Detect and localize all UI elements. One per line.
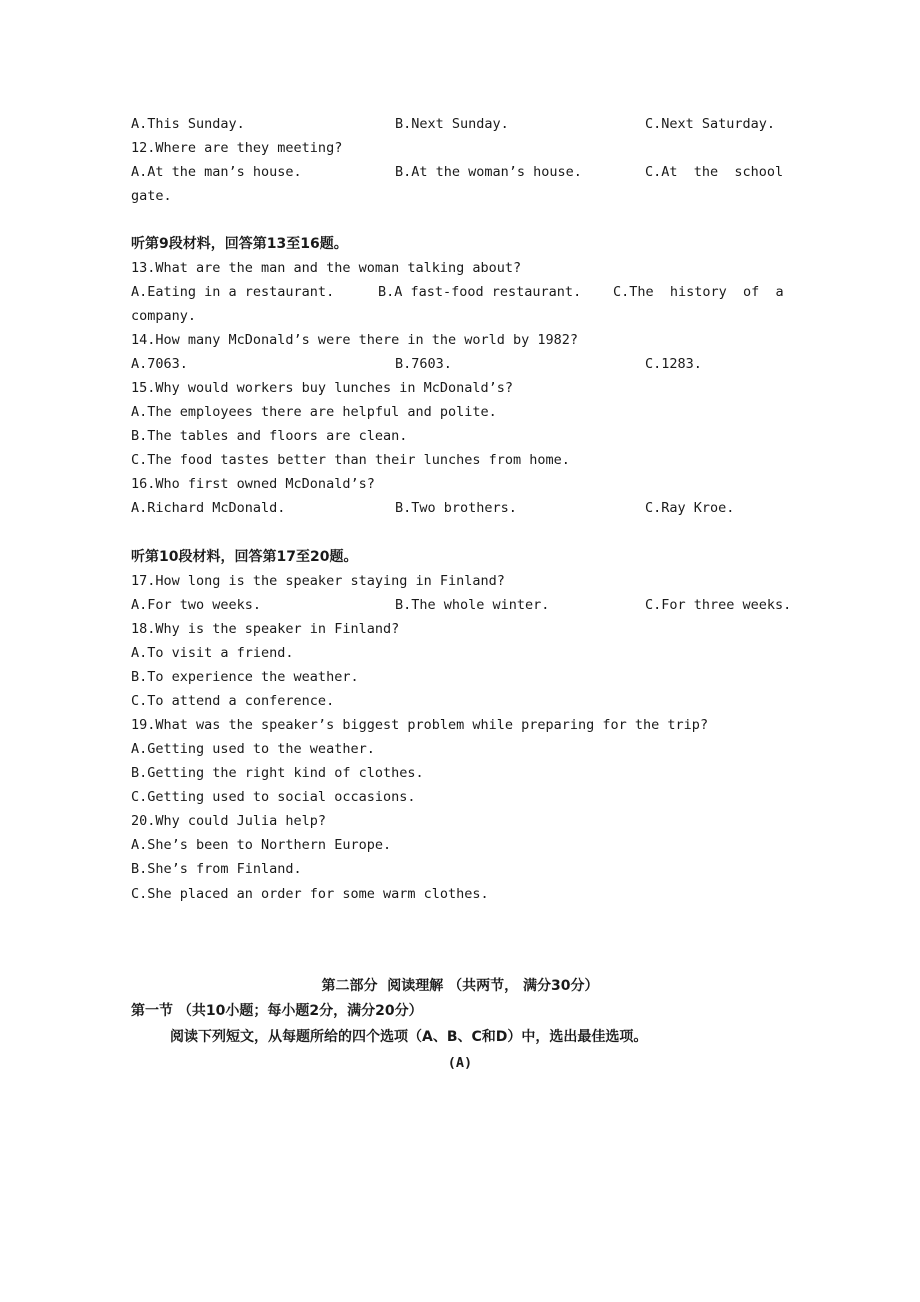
q16-option-b: B.Two brothers. xyxy=(395,500,517,516)
q16-question: 16.Who first owned McDonald’s? xyxy=(131,476,375,492)
q11-option-b: B.Next Sunday. xyxy=(395,116,509,132)
q19-option-c: C.Getting used to social occasions. xyxy=(131,789,416,805)
q16-options xyxy=(131,496,791,520)
q18-option-c: C.To attend a conference. xyxy=(131,693,335,709)
q16-option-a: A.Richard McDonald. xyxy=(131,500,286,516)
q20-option-c: C.She placed an order for some warm clothes. xyxy=(131,886,489,902)
q11-option-a: A.This Sunday. xyxy=(131,116,245,132)
q12-option-c-continued: gate. xyxy=(131,188,172,204)
q12-option-a: A.At the man’s house. xyxy=(131,164,302,180)
q15-option-c: C.The food tastes better than their lunches from home. xyxy=(131,452,570,468)
q14-option-c: C.1283. xyxy=(645,356,702,372)
q19-option-a: A.Getting used to the weather. xyxy=(131,741,375,757)
q12-question: 12.Where are they meeting? xyxy=(131,140,343,156)
q14-option-a: A.7063. xyxy=(131,356,188,372)
passage-label: (A) xyxy=(447,1055,473,1071)
q13-option-a: A.Eating in a restaurant. xyxy=(131,284,335,300)
q12-option-c: C.At the school xyxy=(645,164,784,180)
q11-options xyxy=(131,112,791,136)
q16-option-c: C.Ray Kroe. xyxy=(645,500,735,516)
q13-option-c: C.The history of a xyxy=(613,284,784,300)
q19-option-b: B.Getting the right kind of clothes. xyxy=(131,765,424,781)
q15-option-a: A.The employees there are helpful and polite. xyxy=(131,404,497,420)
q13-option-b: B.A fast-food restaurant. xyxy=(378,284,582,300)
q13-question: 13.What are the man and the woman talking about? xyxy=(131,260,522,276)
q11-option-c: C.Next Saturday. xyxy=(645,116,776,132)
q18-option-b: B.To experience the weather. xyxy=(131,669,359,685)
q14-option-b: B.7603. xyxy=(395,356,452,372)
q20-question: 20.Why could Julia help? xyxy=(131,813,327,829)
q14-options xyxy=(131,352,791,376)
q17-option-c: C.For three weeks. xyxy=(645,597,792,613)
q19-question: 19.What was the speaker’s biggest problem while preparing for the trip? xyxy=(131,717,709,733)
q20-option-b: B.She’s from Finland. xyxy=(131,861,302,877)
q14-question: 14.How many McDonald’s were there in the world by 1982? xyxy=(131,332,579,348)
q18-question: 18.Why is the speaker in Finland? xyxy=(131,621,400,637)
q20-option-a: A.She’s been to Northern Europe. xyxy=(131,837,392,853)
q17-option-b: B.The whole winter. xyxy=(395,597,550,613)
q17-question: 17.How long is the speaker staying in Finland? xyxy=(131,573,505,589)
q15-question: 15.Why would workers buy lunches in McDonald’s? xyxy=(131,380,514,396)
reading-instruction: 阅读下列短文，从每题所给的四个选项（A、B、C和D）中，选出最佳选项。 xyxy=(170,1029,648,1045)
q18-option-a: A.To visit a friend. xyxy=(131,645,294,661)
q17-option-a: A.For two weeks. xyxy=(131,597,262,613)
section9-header: 听第9段材料，回答第13至16题。 xyxy=(131,236,348,252)
section1-title: 第一节 （共10小题；每小题2分，满分20分） xyxy=(131,1003,423,1019)
part2-title: 第二部分 阅读理解 （共两节， 满分30分） xyxy=(321,978,599,994)
q13-options xyxy=(131,280,791,304)
section10-header: 听第10段材料，回答第17至20题。 xyxy=(131,549,358,565)
q12-options xyxy=(131,160,791,184)
q13-option-c-continued: company. xyxy=(131,308,197,324)
q12-option-b: B.At the woman’s house. xyxy=(395,164,582,180)
q15-option-b: B.The tables and floors are clean. xyxy=(131,428,408,444)
q17-options xyxy=(131,593,791,617)
